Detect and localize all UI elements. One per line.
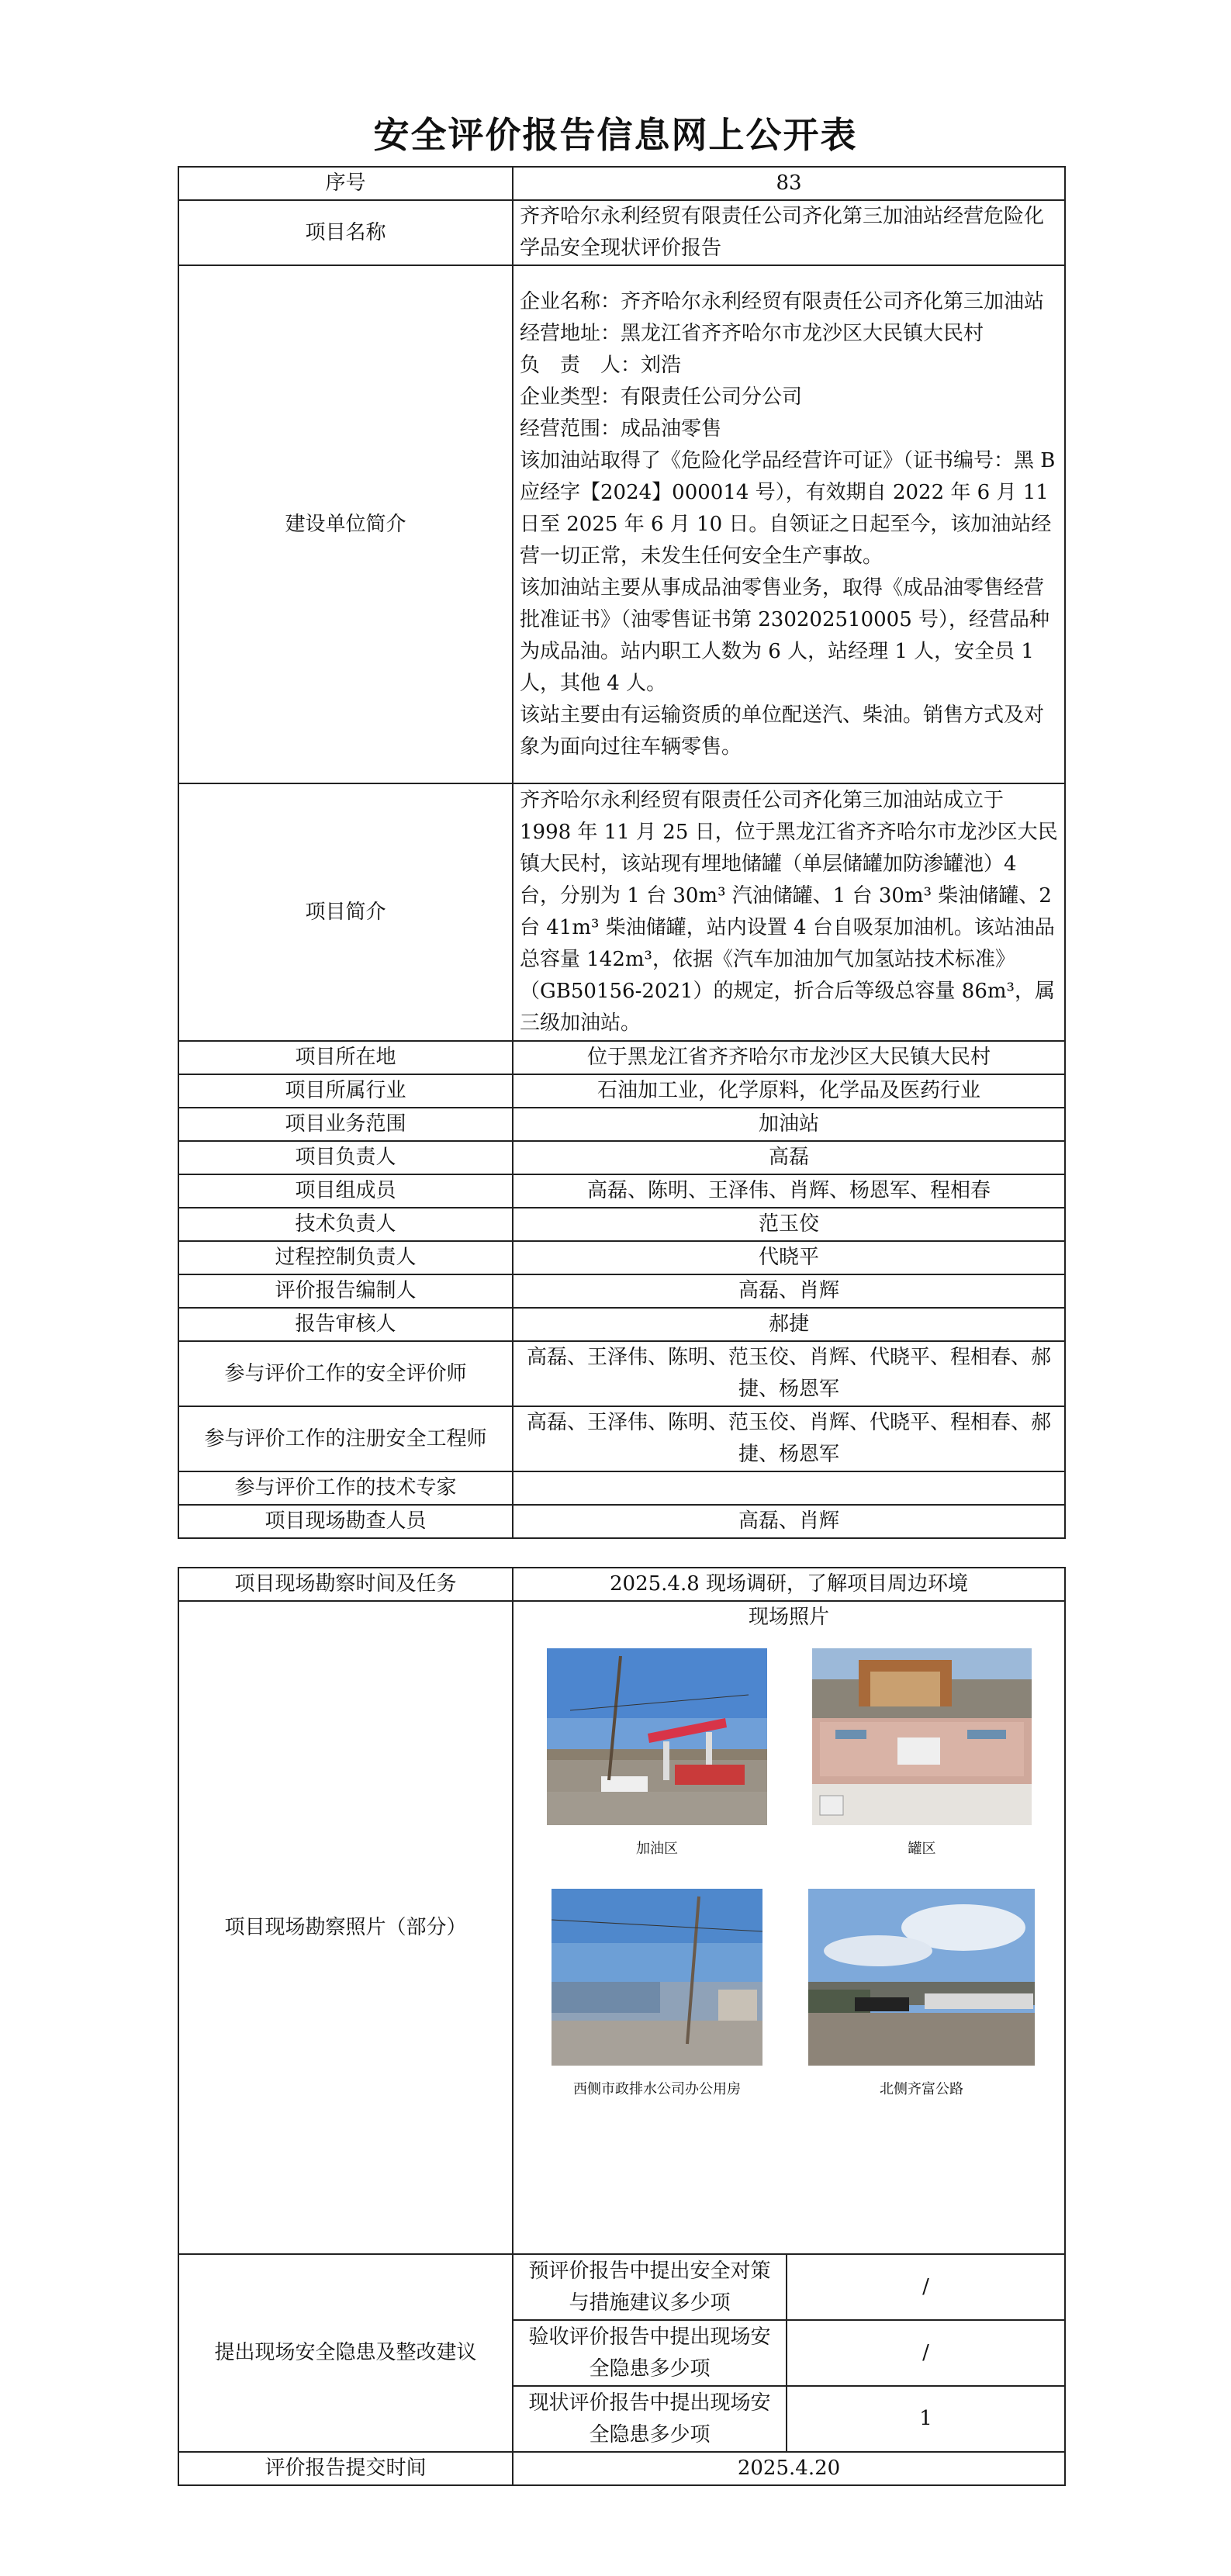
row-label-project-name: 项目名称 <box>178 200 513 265</box>
caption-west-office: 西侧市政排水公司办公用房 <box>573 2081 741 2097</box>
hazard-answer-acceptance: / <box>787 2320 1065 2386</box>
caption-fueling-area: 加油区 <box>636 1841 678 1857</box>
row-label-team: 项目组成员 <box>178 1174 513 1208</box>
row-label-project-intro: 项目简介 <box>178 783 513 1041</box>
hazard-answer-pre: / <box>787 2254 1065 2320</box>
table-row <box>178 2254 1065 2320</box>
row-label-process-control: 过程控制负责人 <box>178 1241 513 1274</box>
row-label-serial: 序号 <box>178 167 513 200</box>
row-label-survey: 项目现场勘察时间及任务 <box>178 1568 513 1601</box>
row-label-experts: 参与评价工作的技术专家 <box>178 1471 513 1505</box>
table-row <box>178 783 1065 1041</box>
company-supply-paragraph: 该站主要由有运输资质的单位配送汽、柴油。销售方式及对象为面向过往车辆零售。 <box>520 703 1045 759</box>
company-address-line: 经营地址：黑龙江省齐齐哈尔市龙沙区大民镇大民村 <box>520 321 984 345</box>
row-value-experts <box>513 1471 1065 1505</box>
company-business-paragraph: 该加油站主要从事成品油零售业务，取得《成品油零售经营批准证书》（油零售证书第 230202510005 号），经营品种为成品油。站内职工人数为 6 人，站经理 1 人，安全员 1 人，其他 4 人。 <box>520 576 1050 695</box>
row-label-company-intro: 建设单位简介 <box>178 265 513 783</box>
table-row <box>178 1174 1065 1208</box>
photo-grid <box>513 1633 1064 2253</box>
table-row <box>178 1041 1065 1074</box>
table-row <box>178 1505 1065 1538</box>
row-value-submit-time: 2025.4.20 <box>513 2452 1065 2485</box>
row-label-registered-engineers: 参与评价工作的注册安全工程师 <box>178 1406 513 1471</box>
company-name-line: 企业名称：齐齐哈尔永利经贸有限责任公司齐化第三加油站 <box>520 289 1045 313</box>
table-row <box>178 1601 1065 2254</box>
table-row <box>178 1341 1065 1406</box>
photo-tank-area <box>812 1648 1032 1825</box>
table-row <box>178 1241 1065 1274</box>
row-value-industry: 石油加工业，化学原料，化学品及医药行业 <box>513 1074 1065 1108</box>
row-value-project-lead: 高磊 <box>513 1141 1065 1174</box>
caption-north-road: 北侧齐富公路 <box>880 2081 963 2097</box>
row-label-safety-evaluators: 参与评价工作的安全评价师 <box>178 1341 513 1406</box>
row-label-project-lead: 项目负责人 <box>178 1141 513 1174</box>
company-scope-line: 经营范围：成品油零售 <box>520 417 722 441</box>
company-license-paragraph: 该加油站取得了《危险化学品经营许可证》（证书编号：黑 B 应经字【2024】000014 号），有效期自 2022 年 6 月 11 日至 2025 年 6 月 10 日。自领证之日起至今，该加油站经营一切正常，未发生任何安全生产事故。 <box>520 448 1056 568</box>
row-label-hazards: 提出现场安全隐患及整改建议 <box>178 2254 513 2452</box>
row-value-location: 位于黑龙江省齐齐哈尔市龙沙区大民镇大民村 <box>513 1041 1065 1074</box>
row-value-serial: 83 <box>513 167 1065 200</box>
caption-tank-area: 罐区 <box>908 1841 936 1857</box>
row-label-reviewer: 报告审核人 <box>178 1308 513 1341</box>
table-row <box>178 265 1065 783</box>
row-value-tech-lead: 范玉佼 <box>513 1208 1065 1241</box>
table-row <box>178 1208 1065 1241</box>
row-value-project-intro: 齐齐哈尔永利经贸有限责任公司齐化第三加油站成立于 1998 年 11 月 25 日，位于黑龙江省齐齐哈尔市龙沙区大民镇大民村，该站现有埋地储罐（单层储罐加防渗罐池）4 台，分别为 1 台 30m³ 汽油储罐、1 台 30m³ 柴油储罐、2 台 41m³ 柴油储罐，站内设置 4 台自吸泵加油机。该站油品总容量 142m³，依据《汽车加油加气加氢站技术标准》（GB50156-2021）的规定，折合后等级总容量 86m³，属三级加油站。 <box>513 783 1065 1041</box>
row-label-site-inspectors: 项目现场勘查人员 <box>178 1505 513 1538</box>
row-value-site-inspectors: 高磊、肖辉 <box>513 1505 1065 1538</box>
row-label-business-scope: 项目业务范围 <box>178 1108 513 1141</box>
photo-fueling-area <box>547 1648 767 1825</box>
table-row <box>178 1308 1065 1341</box>
row-value-reviewer: 郝捷 <box>513 1308 1065 1341</box>
table-row <box>178 1108 1065 1141</box>
row-label-location: 项目所在地 <box>178 1041 513 1074</box>
hazard-question-acceptance: 验收评价报告中提出现场安全隐患多少项 <box>513 2320 787 2386</box>
company-manager-line: 负 责 人：刘浩 <box>520 353 682 377</box>
table-row <box>178 1568 1065 1601</box>
row-label-submit-time: 评价报告提交时间 <box>178 2452 513 2485</box>
info-table <box>178 166 1066 1539</box>
hazard-question-pre: 预评价报告中提出安全对策与措施建议多少项 <box>513 2254 787 2320</box>
row-value-process-control: 代晓平 <box>513 1241 1065 1274</box>
survey-table <box>178 1567 1066 2486</box>
row-label-report-author: 评价报告编制人 <box>178 1274 513 1308</box>
hazard-answer-status: 1 <box>787 2386 1065 2452</box>
photo-north-road <box>808 1889 1035 2066</box>
row-value-survey: 2025.4.8 现场调研，了解项目周边环境 <box>513 1568 1065 1601</box>
page-title: 安全评价报告信息网上公开表 <box>373 114 858 156</box>
row-label-tech-lead: 技术负责人 <box>178 1208 513 1241</box>
table-row <box>178 1274 1065 1308</box>
row-label-industry: 项目所属行业 <box>178 1074 513 1108</box>
hazard-question-status: 现状评价报告中提出现场安全隐患多少项 <box>513 2386 787 2452</box>
table-row <box>178 200 1065 265</box>
table-row <box>178 167 1065 200</box>
table-row <box>178 1141 1065 1174</box>
row-value-project-name: 齐齐哈尔永利经贸有限责任公司齐化第三加油站经营危险化学品安全现状评价报告 <box>513 200 1065 265</box>
photo-west-office <box>552 1889 762 2066</box>
row-value-business-scope: 加油站 <box>513 1108 1065 1141</box>
table-row <box>178 2452 1065 2485</box>
row-value-team: 高磊、陈明、王泽伟、肖辉、杨恩军、程相春 <box>513 1174 1065 1208</box>
table-row <box>178 1471 1065 1505</box>
row-value-report-author: 高磊、肖辉 <box>513 1274 1065 1308</box>
row-value-company-intro <box>513 265 1065 783</box>
table-row <box>178 1074 1065 1108</box>
row-value-safety-evaluators: 高磊、王泽伟、陈明、范玉佼、肖辉、代晓平、程相春、郝捷、杨恩军 <box>513 1341 1065 1406</box>
company-type-line: 企业类型：有限责任公司分公司 <box>520 385 803 409</box>
photos-heading: 现场照片 <box>749 1606 830 1629</box>
row-label-photos: 项目现场勘察照片（部分） <box>178 1601 513 2254</box>
photos-cell <box>513 1601 1065 2254</box>
table-row <box>178 1406 1065 1471</box>
row-value-registered-engineers: 高磊、王泽伟、陈明、范玉佼、肖辉、代晓平、程相春、郝捷、杨恩军 <box>513 1406 1065 1471</box>
